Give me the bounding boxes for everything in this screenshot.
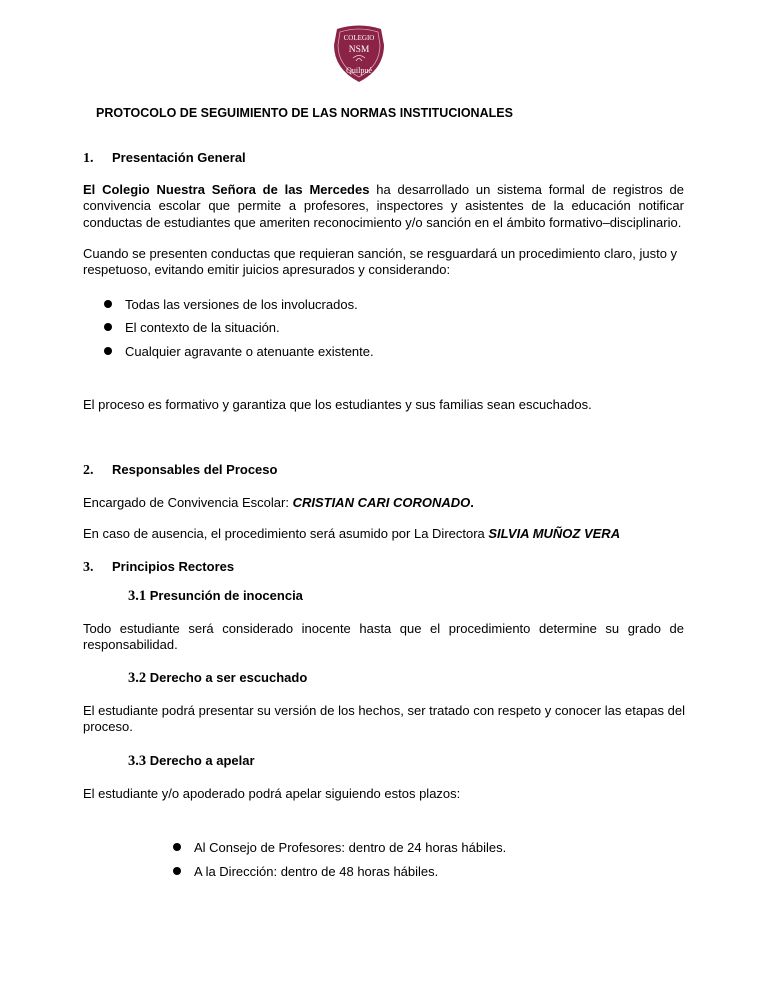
subsection-title: Derecho a apelar bbox=[149, 753, 255, 768]
logo-line3: Quilpué bbox=[346, 66, 372, 75]
bullet-icon bbox=[104, 347, 112, 355]
school-shield-icon bbox=[331, 25, 387, 83]
subsection-title: Presunción de inocencia bbox=[149, 588, 303, 603]
coordinator-line bbox=[83, 495, 474, 510]
section-1-paragraph-1 bbox=[83, 182, 684, 231]
list-item bbox=[173, 864, 438, 879]
section-2-number: 2. bbox=[83, 463, 94, 478]
coordinator-label: Encargado de Convivencia Escolar: bbox=[83, 495, 293, 510]
section-1-title: Presentación General bbox=[112, 150, 246, 165]
list-item-text: A la Dirección: dentro de 48 horas hábiles. bbox=[194, 864, 439, 879]
section-2-title: Responsables del Proceso bbox=[112, 462, 278, 477]
director-line bbox=[83, 526, 620, 541]
subsection-3-2-text: El estudiante podrá presentar su versión de los hechos, ser tratado con respeto y conocer las etapas del proceso. bbox=[83, 703, 685, 735]
section-3-title: Principios Rectores bbox=[112, 559, 235, 574]
list-item bbox=[173, 840, 506, 855]
bullet-icon bbox=[104, 323, 112, 331]
school-name: El Colegio Nuestra Señora de las Mercedes bbox=[83, 182, 370, 197]
subsection-number: 3.2 bbox=[128, 670, 147, 686]
coordinator-period: . bbox=[470, 495, 474, 510]
director-label: En caso de ausencia, el procedimiento será asumido por La Directora bbox=[83, 526, 489, 541]
coordinator-name: CRISTIAN CARI CORONADO bbox=[292, 495, 471, 510]
bullet-icon bbox=[173, 867, 181, 875]
subsection-3-1-text: Todo estudiante será considerado inocente hasta que el procedimiento determine su grado de responsabilidad. bbox=[83, 621, 684, 653]
list-item-text: Al Consejo de Profesores: dentro de 24 horas hábiles. bbox=[194, 840, 507, 855]
subsection-3-1-heading bbox=[128, 588, 303, 605]
section-1-paragraph-3: El proceso es formativo y garantiza que los estudiantes y sus familias sean escuchados. bbox=[83, 397, 592, 412]
list-item-text: Todas las versiones de los involucrados. bbox=[125, 297, 358, 312]
logo-line2: NSM bbox=[348, 45, 370, 55]
logo-line1: COLEGIO bbox=[343, 34, 375, 42]
school-logo bbox=[331, 25, 387, 83]
list-item bbox=[104, 320, 280, 335]
list-item-text: Cualquier agravante o atenuante existente. bbox=[125, 344, 374, 359]
subsection-title: Derecho a ser escuchado bbox=[149, 670, 308, 685]
section-1-heading bbox=[83, 150, 246, 167]
section-1-paragraph-1-rest: ha desarrollado un sistema formal de registros de convivencia escolar que permite a profesores, inspectores y asistentes de la educación notificar conductas de estudiantes que ameriten reconocimiento y/o sanción en el ámbito formativo–disciplinario. bbox=[83, 182, 684, 230]
subsection-3-2-heading bbox=[128, 670, 307, 687]
bullet-icon bbox=[173, 843, 181, 851]
section-2-heading bbox=[83, 462, 277, 479]
bullet-icon bbox=[104, 300, 112, 308]
subsection-3-3-heading bbox=[128, 753, 255, 770]
subsection-3-3-text: El estudiante y/o apoderado podrá apelar siguiendo estos plazos: bbox=[83, 786, 461, 801]
list-item bbox=[104, 297, 358, 312]
list-item bbox=[104, 344, 374, 359]
section-3-heading bbox=[83, 559, 234, 576]
subsection-number: 3.3 bbox=[128, 753, 147, 769]
document-title: PROTOCOLO DE SEGUIMIENTO DE LAS NORMAS INSTITUCIONALES bbox=[96, 106, 513, 120]
subsection-number: 3.1 bbox=[128, 588, 147, 604]
section-1-paragraph-2: Cuando se presenten conductas que requieran sanción, se resguardará un procedimiento claro, justo y respetuoso, evitando emitir juicios apresurados y considerando: bbox=[83, 246, 678, 278]
section-3-number: 3. bbox=[83, 560, 94, 575]
section-1-number: 1. bbox=[83, 151, 94, 166]
director-name: SILVIA MUÑOZ VERA bbox=[488, 526, 621, 541]
list-item-text: El contexto de la situación. bbox=[125, 320, 280, 335]
